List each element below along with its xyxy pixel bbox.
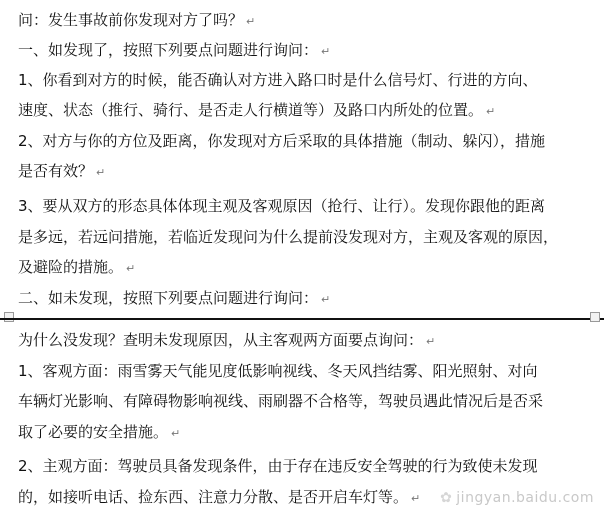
objective-line-3: 取了必要的安全措施。 ↵ bbox=[18, 423, 181, 441]
paragraph-mark-icon: ↵ bbox=[96, 166, 106, 179]
question-line: 问：发生事故前你发现对方了吗？ ↵ bbox=[18, 11, 256, 29]
paragraph-mark-icon: ↵ bbox=[411, 492, 421, 505]
item-2-line-1: 2、对方与你的方位及距离，你发现对方后采取的具体措施（制动、躲闪），措施 bbox=[18, 132, 546, 150]
paragraph-mark-icon: ↵ bbox=[426, 335, 436, 348]
objective-line-1: 1、客观方面：雨雪雾天气能见度低影响视线、冬天风挡结雾、阳光照射、对向 bbox=[18, 362, 538, 380]
subjective-line-2: 的，如接听电话、捡东西、注意力分散、是否开启车灯等。 ↵ bbox=[18, 488, 421, 506]
why-not-found-line: 为什么没发现？查明未发现原因，从主客观两方面要点询问： ↵ bbox=[18, 331, 436, 349]
right-margin-marker-icon bbox=[590, 312, 600, 322]
paragraph-mark-icon: ↵ bbox=[126, 262, 136, 275]
item-3-line-3: 及避险的措施。 ↵ bbox=[18, 258, 136, 276]
paragraph-mark-icon: ↵ bbox=[486, 105, 496, 118]
section-one-heading: 一、如发现了，按照下列要点问题进行询问： ↵ bbox=[18, 41, 331, 59]
paw-logo-icon: ✿ bbox=[440, 490, 453, 506]
left-margin-marker-icon bbox=[4, 312, 14, 322]
watermark: ✿ jingyan.baidu.com bbox=[440, 490, 594, 506]
subjective-line-1: 2、主观方面：驾驶员具备发现条件，由于存在违反安全驾驶的行为致使未发现 bbox=[18, 457, 538, 475]
item-1-line-2: 速度、状态（推行、骑行、是否走人行横道等）及路口内所处的位置。 ↵ bbox=[18, 101, 496, 119]
paragraph-mark-icon: ↵ bbox=[321, 45, 331, 58]
item-2-line-2: 是否有效？ ↵ bbox=[18, 162, 106, 180]
objective-line-2: 车辆灯光影响、有障碍物影响视线、雨刷器不合格等，驾驶员遇此情况后是否采 bbox=[18, 392, 544, 410]
item-1-line-1: 1、你看到对方的时候，能否确认对方进入路口时是什么信号灯、行进的方向、 bbox=[18, 71, 538, 89]
section-two-heading: 二、如未发现，按照下列要点问题进行询问： ↵ bbox=[18, 289, 331, 307]
item-3-line-2: 是多远，若远问措施，若临近发现问为什么提前没发现对方，主观及客观的原因， bbox=[18, 228, 559, 246]
paragraph-mark-icon: ↵ bbox=[321, 293, 331, 306]
paragraph-mark-icon: ↵ bbox=[246, 15, 256, 28]
item-3-line-1: 3、要从双方的形态具体体现主观及客观原因（抢行、让行）。发现你跟他的距离 bbox=[18, 197, 546, 215]
paragraph-mark-icon: ↵ bbox=[171, 427, 181, 440]
page-break-rule bbox=[0, 318, 604, 320]
